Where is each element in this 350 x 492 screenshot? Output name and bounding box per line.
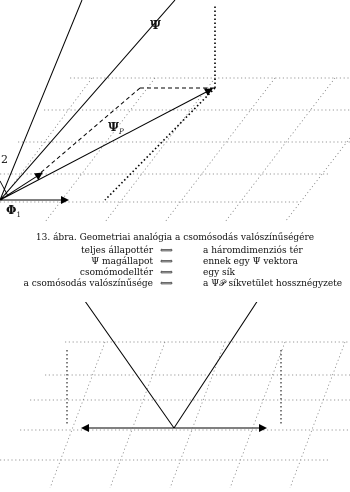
row-left: Ψ magállapot bbox=[91, 257, 153, 267]
figure-caption: 13. ábra. Geometriai analógia a csomósodás valószínűségére bbox=[35, 233, 315, 243]
phi2-vector bbox=[0, 173, 42, 200]
psi-p-label bbox=[108, 122, 124, 138]
vectors bbox=[0, 0, 212, 200]
phi1-label-sub: 1 bbox=[16, 211, 21, 219]
equivalence-arrow-icon: ⟺ bbox=[160, 268, 173, 278]
correspondence-row bbox=[0, 257, 350, 268]
row-right: egy sík bbox=[203, 268, 235, 278]
plane-grid-2 bbox=[0, 342, 350, 488]
equivalence-arrow-icon: ⟺ bbox=[160, 257, 173, 267]
phi2-label-fragment: 2 bbox=[1, 153, 8, 166]
row-right: ennek egy Ψ vektora bbox=[203, 257, 298, 267]
figure-plane-diagram-drawing bbox=[0, 302, 350, 488]
row-left: csomómodelltér bbox=[79, 268, 153, 278]
row-right: a háromdimenziós tér bbox=[203, 246, 303, 256]
figure-plane-diagram bbox=[0, 302, 350, 488]
psi-p-label-sub: P bbox=[118, 128, 124, 136]
vectors-2 bbox=[80, 302, 266, 428]
projection-box bbox=[38, 6, 215, 200]
row-right: a Ψ𝒫 síkvetület hossznégyzete bbox=[203, 279, 343, 289]
psi-vector bbox=[0, 0, 175, 200]
figure-geometric-analogy bbox=[0, 0, 350, 222]
row-left: teljes állapottér bbox=[81, 246, 153, 256]
correspondence-row bbox=[0, 279, 350, 290]
third-vector bbox=[0, 0, 82, 200]
phi1-label-main: Φ bbox=[6, 203, 17, 217]
correspondence-row bbox=[0, 246, 350, 257]
psi-label: Ψ bbox=[150, 18, 161, 32]
equivalence-arrow-icon: ⟺ bbox=[160, 246, 173, 256]
psi-p-label-main: Ψ bbox=[108, 120, 119, 134]
equivalence-arrow-icon: ⟺ bbox=[160, 279, 173, 289]
correspondence-row bbox=[0, 268, 350, 279]
row-left: a csomósodás valószínűsége bbox=[23, 279, 153, 289]
psi-p-vector bbox=[0, 89, 212, 200]
figure-geometric-analogy-drawing bbox=[0, 0, 350, 222]
phi1-label bbox=[6, 205, 21, 221]
